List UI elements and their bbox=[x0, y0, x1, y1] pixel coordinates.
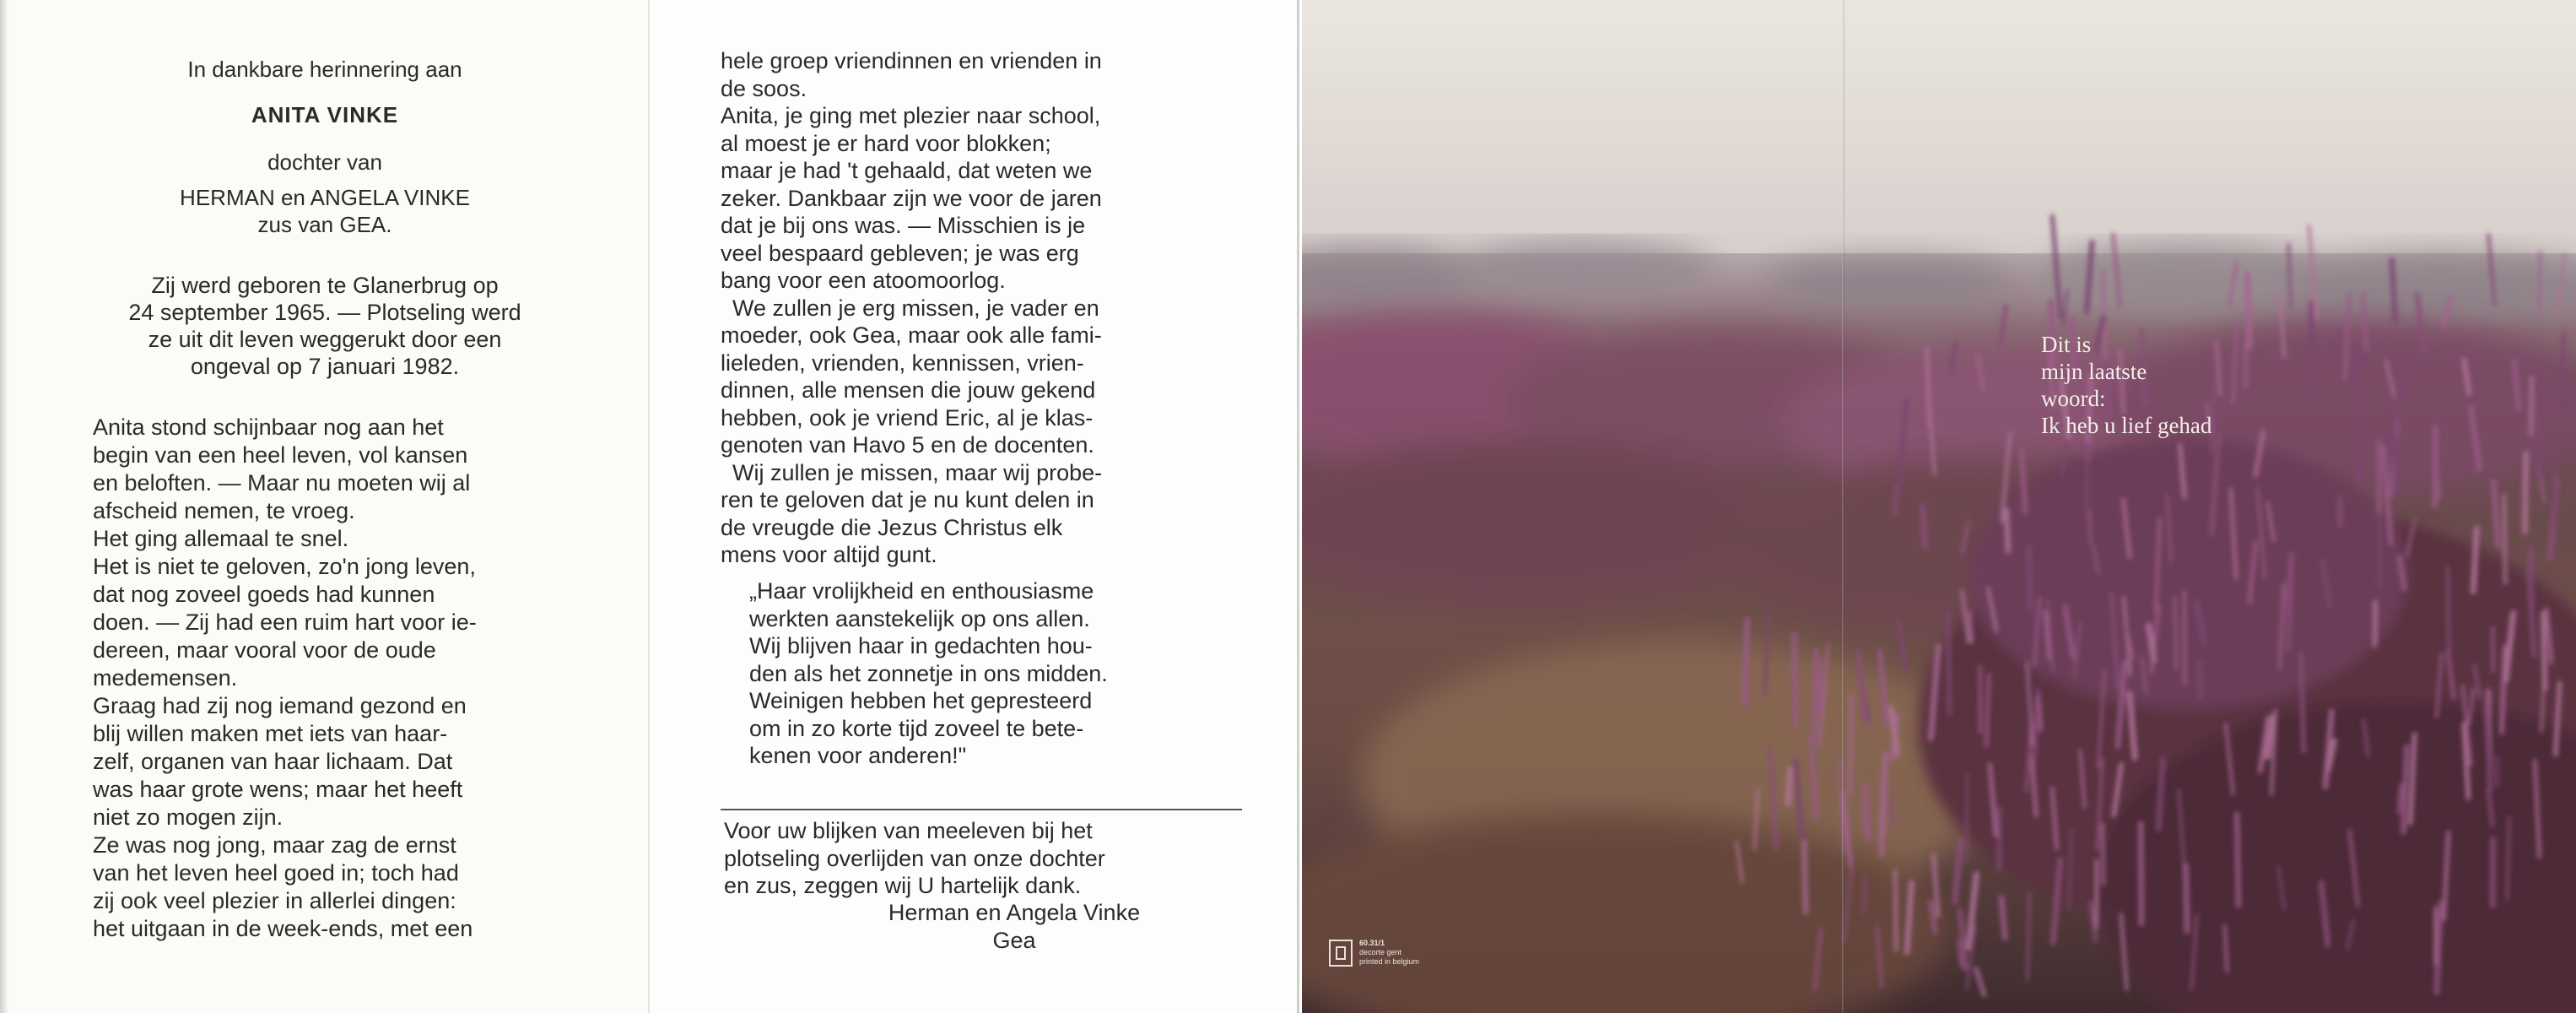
quote-line: Weinigen hebben het gepresteerd bbox=[749, 688, 1093, 713]
birth-paragraph bbox=[0, 272, 650, 380]
heather-sprig bbox=[1895, 487, 1897, 515]
heather-sprig bbox=[2473, 528, 2476, 592]
heather-sprig bbox=[1882, 755, 1885, 837]
quote-line: „Haar vrolijkheid en enthousiasme bbox=[749, 578, 1094, 604]
heather-sprig bbox=[1969, 612, 1972, 642]
card-panel-left bbox=[0, 0, 650, 1013]
text-line: Wij zullen je missen, maar wij probe- bbox=[732, 459, 1103, 485]
heather-sprig bbox=[2493, 481, 2498, 546]
quote-line: kenen voor anderen!" bbox=[749, 743, 967, 768]
daughter-of-line: dochter van bbox=[267, 149, 382, 175]
heather-sprig bbox=[2001, 898, 2005, 938]
text-line: zij ook veel plezier in allerlei dingen: bbox=[93, 888, 456, 913]
text-line: al moest je er hard voor blokken; bbox=[721, 130, 1051, 156]
heather-sprig bbox=[2404, 746, 2407, 832]
signature-block bbox=[862, 899, 1166, 954]
heather-sprig bbox=[1850, 696, 1851, 795]
text-line: Het ging allemaal te snel. bbox=[93, 526, 349, 551]
text-line: was haar grote wens; maar het heeft bbox=[93, 777, 463, 802]
memorial-text-left bbox=[93, 414, 477, 943]
heather-sprig bbox=[2174, 597, 2176, 669]
deceased-name: ANITA VINKE bbox=[251, 102, 399, 127]
text-line: veel bespaard gebleven; je was erg bbox=[721, 240, 1079, 266]
heather-sprig bbox=[1788, 770, 1790, 804]
heather-sprig bbox=[2000, 306, 2006, 346]
heather-sprig bbox=[1948, 614, 1949, 714]
heather-sprig bbox=[2028, 893, 2029, 980]
heather-sprig bbox=[2199, 662, 2201, 696]
text-line: begin van een heel leven, vol kansen bbox=[93, 442, 468, 468]
text-line: Graag had zij nog iemand gezond en bbox=[93, 693, 467, 718]
text-line: Anita, je ging met plezier naar school, bbox=[721, 103, 1101, 128]
printer-line: decorte gent bbox=[1359, 948, 1402, 956]
text-line: en beloften. — Maar nu moeten wij al bbox=[93, 470, 471, 496]
text-line: afscheid nemen, te vroeg. bbox=[93, 498, 355, 523]
heather-sprig bbox=[2531, 377, 2532, 435]
sister-of-line: zus van GEA. bbox=[257, 212, 392, 237]
heather-sprig bbox=[2436, 470, 2438, 497]
text-line: doen. — Zij had een ruim hart voor ie- bbox=[93, 609, 477, 635]
heather-sprig bbox=[1922, 506, 1925, 547]
heather-sprig bbox=[2392, 260, 2395, 321]
text-line: zelf, organen van haar lichaam. Dat bbox=[93, 749, 453, 774]
thanks-block bbox=[724, 817, 1105, 900]
thanks-line: en zus, zeggen wij U hartelijk dank. bbox=[724, 873, 1082, 898]
text-line: ren te geloven dat je nu kunt delen in bbox=[721, 487, 1094, 512]
heather-sprig bbox=[2539, 252, 2540, 310]
text-line: dereen, maar vooral voor de oude bbox=[93, 637, 436, 663]
poem-line: woord: bbox=[2041, 386, 2106, 411]
heather-sprig bbox=[2090, 511, 2091, 544]
quote-line: werkten aanstekelijk op ons allen. bbox=[749, 605, 1090, 631]
birth-line: 24 september 1965. — Plotseling werd bbox=[128, 300, 521, 325]
poem-line: Ik heb u lief gehad bbox=[2041, 413, 2212, 438]
text-line: van het leven heel goed in; toch had bbox=[93, 860, 459, 886]
text-line: genoten van Havo 5 en de docenten. bbox=[721, 432, 1094, 458]
quote-line: den als het zonnetje in ons midden. bbox=[749, 660, 1108, 686]
heather-sprig bbox=[2237, 814, 2238, 906]
text-line: dat nog zoveel goeds had kunnen bbox=[93, 582, 435, 607]
heather-sprig bbox=[2006, 510, 2008, 551]
heather-sprig bbox=[1891, 799, 1893, 826]
text-line: niet zo mogen zijn. bbox=[93, 804, 284, 830]
fold-crease bbox=[1842, 0, 1844, 1013]
printer-imprint bbox=[1359, 939, 1419, 967]
text-line: Het is niet te geloven, zo'n jong leven, bbox=[93, 554, 476, 579]
quote-block bbox=[749, 577, 1108, 770]
text-line: de vreugde die Jezus Christus elk bbox=[721, 514, 1063, 540]
quote-line: Wij blijven haar in gedachten hou- bbox=[749, 633, 1093, 658]
printer-line: printed in belgium bbox=[1359, 957, 1420, 966]
printer-logo-inner bbox=[1336, 946, 1346, 960]
heather-sprig bbox=[2358, 398, 2363, 485]
heather-sprig bbox=[2245, 342, 2246, 387]
signature-parents: Herman en Angela Vinke bbox=[888, 900, 1141, 925]
text-line: zeker. Dankbaar zijn we voor de jaren bbox=[721, 185, 1102, 211]
divider-line bbox=[721, 809, 1242, 810]
birth-line: Zij werd geboren te Glanerbrug op bbox=[151, 273, 499, 298]
heather-sprig bbox=[2399, 785, 2401, 813]
heather-sprig bbox=[1815, 651, 1817, 739]
signature-sister: Gea bbox=[992, 927, 1036, 953]
parents-line: HERMAN en ANGELA VINKE bbox=[180, 185, 470, 210]
poem-text bbox=[2041, 331, 2211, 439]
text-line: bang voor een atoomoorlog. bbox=[721, 268, 1006, 293]
text-line: Anita stond schijnbaar nog aan het bbox=[93, 414, 444, 440]
quote-line: om in zo korte tijd zoveel te bete- bbox=[749, 715, 1084, 741]
printer-logo-icon bbox=[1329, 940, 1353, 967]
heather-sprig bbox=[2186, 865, 2188, 931]
text-line: het uitgaan in de week-ends, met een bbox=[93, 916, 473, 941]
text-line: moeder, ook Gea, maar ook alle fami- bbox=[721, 322, 1102, 348]
text-line: maar je had 't gehaald, dat weten we bbox=[721, 158, 1093, 183]
text-line: dat je bij ons was. — Misschien is je bbox=[721, 213, 1086, 238]
text-line: blij willen maken met iets van haar- bbox=[93, 721, 448, 746]
heather-sprig bbox=[1864, 878, 1866, 913]
heather-sprig bbox=[1804, 842, 1806, 913]
birth-line: ze uit dit leven weggerukt door een bbox=[148, 327, 502, 352]
heather-sprig bbox=[2038, 697, 2040, 729]
text-line: Ze was nog jong, maar zag de ernst bbox=[93, 832, 456, 858]
heather-photo-panel bbox=[1302, 0, 2576, 1013]
birth-line: ongeval op 7 januari 1982. bbox=[190, 354, 460, 379]
heather-sprig bbox=[1866, 787, 1868, 839]
intro-line: In dankbare herinnering aan bbox=[187, 57, 462, 82]
heather-landscape-image bbox=[1302, 0, 2576, 1013]
text-line: dinnen, alle mensen die jouw gekend bbox=[721, 377, 1096, 403]
text-line: lieleden, vrienden, kennissen, vrien- bbox=[721, 349, 1084, 376]
heather-sprig bbox=[2435, 427, 2436, 506]
text-line: hebben, ook je vriend Eric, al je klas- bbox=[721, 404, 1094, 431]
heather-sprig bbox=[2184, 591, 2185, 684]
heather-sprig bbox=[1895, 871, 1896, 951]
heather-sprig bbox=[2448, 567, 2449, 653]
dedication-header bbox=[0, 56, 650, 238]
heather-sprig bbox=[2248, 274, 2250, 348]
text-line: de soos. bbox=[721, 75, 807, 101]
poem-line: mijn laatste bbox=[2041, 359, 2147, 384]
memorial-text-right bbox=[721, 47, 1102, 569]
thanks-line: Voor uw blijken van meeleven bij het bbox=[724, 818, 1093, 843]
heather-sprig bbox=[1955, 840, 1960, 902]
text-line: hele groep vriendinnen en vrienden in bbox=[721, 48, 1102, 73]
heather-sprig bbox=[2504, 496, 2506, 583]
printer-line: 60.31/1 bbox=[1359, 939, 1385, 947]
heather-sprig bbox=[1794, 635, 1796, 727]
heather-sprig bbox=[2374, 602, 2375, 646]
card-panel-middle bbox=[651, 0, 1299, 1013]
poem-line: Dit is bbox=[2041, 332, 2092, 357]
thanks-line: plotseling overlijden van onze dochter bbox=[724, 845, 1105, 871]
heather-sprig bbox=[1967, 775, 1968, 862]
heather-sprig bbox=[2379, 502, 2380, 588]
text-line: mens voor altijd gunt. bbox=[721, 542, 937, 567]
heather-sprig bbox=[2288, 244, 2291, 306]
text-line: We zullen je erg missen, je vader en bbox=[732, 295, 1099, 321]
heather-sprig bbox=[2028, 548, 2030, 607]
heather-sprig bbox=[2301, 653, 2304, 751]
heather-sprig bbox=[1976, 969, 1985, 995]
heather-sprig bbox=[1745, 620, 1747, 703]
text-line: medemensen. bbox=[93, 665, 238, 691]
